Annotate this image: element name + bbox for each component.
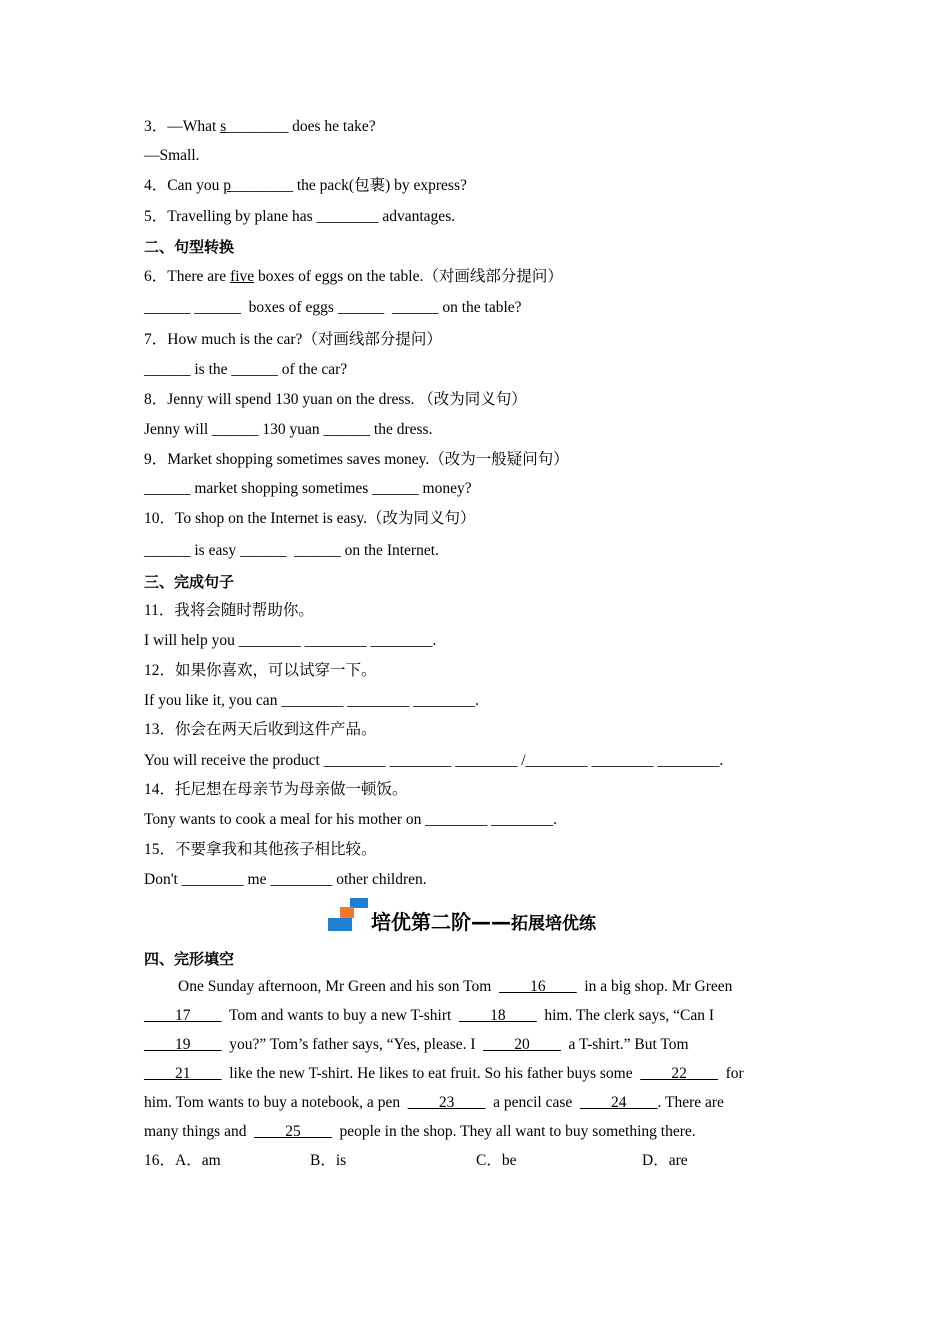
line-q3: 3．—What s________ does he take? — [144, 118, 376, 135]
line-q6: 6．There are five boxes of eggs on the table.（对画线部分提问） — [144, 268, 563, 285]
section-title-4: 四、完形填空 — [144, 950, 235, 968]
line-q9-answer: ______ market shopping sometimes ______ money? — [144, 480, 472, 497]
line-q11: 11．我将会随时帮助你。 — [144, 602, 314, 619]
line-q14: 14．托尼想在母亲节为母亲做一顿饭。 — [144, 781, 408, 798]
passage-line-1: One Sunday afternoon, Mr Green and his son Tom ____16____ in a big shop. Mr Green — [178, 978, 733, 995]
passage-line-4: ____21____ like the new T-shirt. He likes to eat fruit. So his father buys some ____22____ for — [144, 1065, 744, 1082]
stairs-icon — [328, 898, 370, 934]
line-q15: 15．不要拿我和其他孩子相比较。 — [144, 841, 377, 858]
hint-letter: s — [220, 118, 227, 135]
hint-letter: p — [223, 177, 231, 194]
passage-line-3: ____19____ you?” Tom’s father says, “Yes, please. I ____20____ a T-shirt.” But Tom — [144, 1036, 689, 1053]
line-q12: 12．如果你喜欢，可以试穿一下。 — [144, 662, 377, 679]
line-q5: 5．Travelling by plane has ________ advantages. — [144, 208, 456, 225]
banner-title-main: 培优第二阶—— — [371, 910, 511, 934]
banner-title — [371, 906, 596, 935]
line-q13: 13．你会在两天后收到这件产品。 — [144, 721, 377, 738]
line-q13-answer: You will receive the product ________ ________ ________ /________ ________ ________. — [144, 752, 724, 769]
line-q7-answer: ______ is the ______ of the car? — [144, 361, 348, 378]
line-q7: 7．How much is the car?（对画线部分提问） — [144, 331, 442, 348]
line-q3-answer: —Small. — [144, 147, 200, 164]
line-q6-answer: ______ ______ boxes of eggs ______ ______ on the table? — [144, 299, 522, 316]
banner-title-sub: 拓展培优练 — [511, 914, 596, 934]
passage-line-5: him. Tom wants to buy a notebook, a pen ____23____ a pencil case ____24____. There are — [144, 1094, 724, 1111]
line-q8-answer: Jenny will ______ 130 yuan ______ the dress. — [144, 421, 433, 438]
q16-option-d: D．are — [642, 1152, 688, 1169]
line-q15-answer: Don't ________ me ________ other children. — [144, 871, 427, 888]
q16-option-b: B．is — [310, 1152, 347, 1169]
passage-line-6: many things and ____25____ people in the shop. They all want to buy something there. — [144, 1123, 696, 1140]
line-q8: 8．Jenny will spend 130 yuan on the dress. （改为同义句） — [144, 391, 527, 408]
q16-option-a: 16．A．am — [144, 1152, 221, 1169]
line-q4: 4．Can you p________ the pack(包裹) by express? — [144, 177, 467, 194]
line-q9: 9．Market shopping sometimes saves money.（改为一般疑问句） — [144, 451, 569, 468]
line-q10: 10．To shop on the Internet is easy.（改为同义句） — [144, 510, 476, 527]
section-title-3: 三、完成句子 — [144, 573, 235, 591]
section-title-2: 二、句型转换 — [144, 238, 235, 256]
underlined-word: five — [230, 268, 255, 285]
line-q14-answer: Tony wants to cook a meal for his mother on ________ ________. — [144, 811, 558, 828]
passage-line-2: ____17____ Tom and wants to buy a new T-shirt ____18____ him. The clerk says, “Can I — [144, 1007, 715, 1024]
line-q11-answer: I will help you ________ ________ ________. — [144, 632, 437, 649]
q16-option-c: C．be — [476, 1152, 517, 1169]
line-q12-answer: If you like it, you can ________ ________ ________. — [144, 692, 479, 709]
line-q10-answer: ______ is easy ______ ______ on the Internet. — [144, 542, 439, 559]
